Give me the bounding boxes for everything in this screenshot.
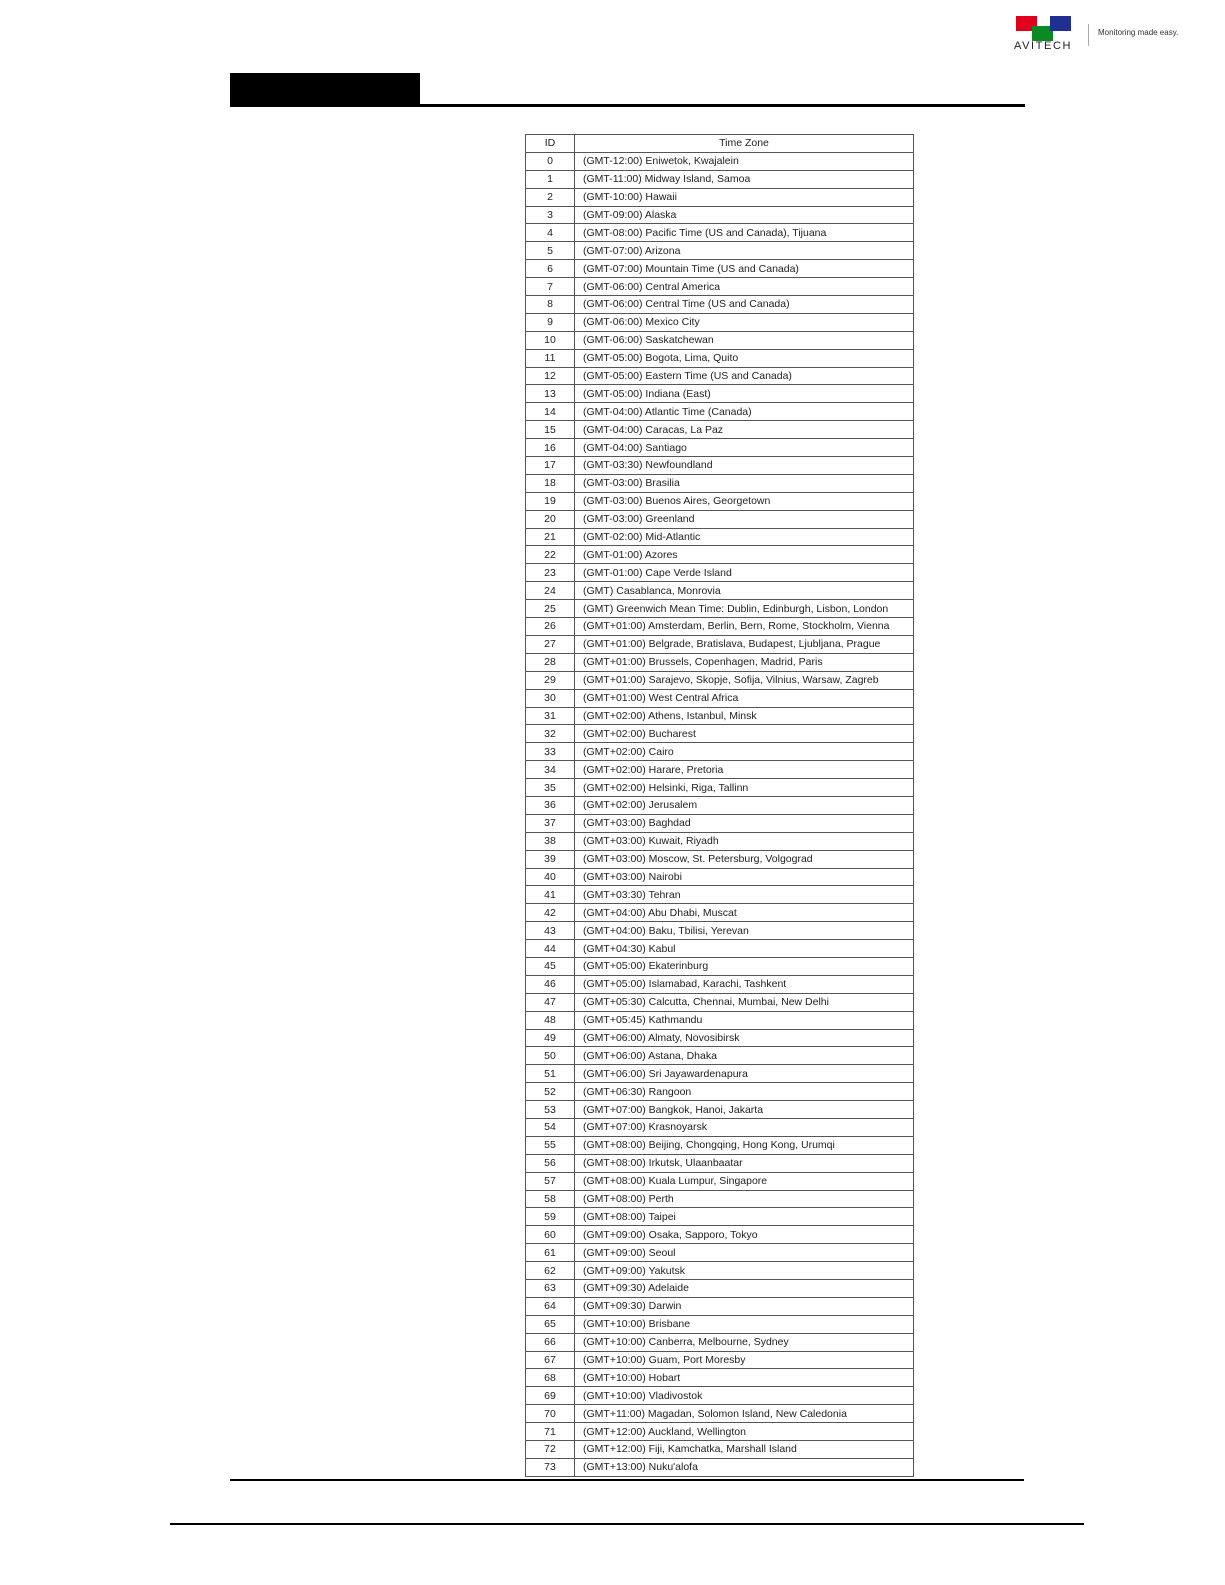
footer-rule-upper [230,1479,1024,1481]
table-row [526,385,914,403]
time-zone-name-cell: (GMT+03:00) Nairobi [575,868,914,886]
time-zone-id-cell: 21 [526,528,575,546]
table-row [526,1387,914,1405]
time-zone-id-cell: 12 [526,367,575,385]
time-zone-id-cell: 9 [526,313,575,331]
time-zone-name-cell: (GMT-08:00) Pacific Time (US and Canada), Tijuana [575,224,914,242]
time-zone-id-cell: 48 [526,1011,575,1029]
time-zone-id-cell: 35 [526,779,575,797]
time-zone-id-cell: 15 [526,421,575,439]
time-zone-name-cell: (GMT-01:00) Cape Verde Island [575,564,914,582]
table-row [526,474,914,492]
table-row [526,1351,914,1369]
table-row [526,278,914,296]
time-zone-id-cell: 64 [526,1297,575,1315]
table-row [526,1029,914,1047]
table-row [526,618,914,636]
table-row [526,1441,914,1459]
time-zone-id-cell: 16 [526,439,575,457]
time-zone-id-cell: 65 [526,1315,575,1333]
time-zone-id-cell: 33 [526,743,575,761]
time-zone-id-cell: 29 [526,671,575,689]
time-zone-name-cell: (GMT-07:00) Arizona [575,242,914,260]
time-zone-name-cell: (GMT+02:00) Athens, Istanbul, Minsk [575,707,914,725]
time-zone-name-cell: (GMT+03:30) Tehran [575,886,914,904]
time-zone-id-cell: 56 [526,1154,575,1172]
time-zone-name-cell: (GMT+06:30) Rangoon [575,1083,914,1101]
time-zone-name-cell: (GMT+02:00) Cairo [575,743,914,761]
time-zone-name-cell: (GMT+08:00) Kuala Lumpur, Singapore [575,1172,914,1190]
time-zone-id-cell: 2 [526,188,575,206]
time-zone-name-cell: (GMT+02:00) Harare, Pretoria [575,761,914,779]
time-zone-id-cell: 34 [526,761,575,779]
time-zone-id-cell: 26 [526,618,575,636]
time-zone-table-body [526,152,914,1476]
time-zone-id-cell: 38 [526,832,575,850]
time-zone-id-cell: 18 [526,474,575,492]
time-zone-name-cell: (GMT+01:00) Brussels, Copenhagen, Madrid, Paris [575,653,914,671]
brand-tagline: Monitoring made easy. [1098,28,1179,37]
table-row [526,832,914,850]
table-row [526,1369,914,1387]
time-zone-name-cell: (GMT+11:00) Magadan, Solomon Island, New Caledonia [575,1405,914,1423]
time-zone-id-cell: 30 [526,689,575,707]
time-zone-id-cell: 52 [526,1083,575,1101]
table-row [526,1297,914,1315]
time-zone-id-cell: 44 [526,940,575,958]
time-zone-name-cell: (GMT+09:30) Darwin [575,1297,914,1315]
time-zone-name-cell: (GMT+09:00) Osaka, Sapporo, Tokyo [575,1226,914,1244]
time-zone-name-cell: (GMT+06:00) Astana, Dhaka [575,1047,914,1065]
time-zone-id-cell: 41 [526,886,575,904]
time-zone-name-cell: (GMT-12:00) Eniwetok, Kwajalein [575,152,914,170]
table-row [526,260,914,278]
logo-divider [1088,24,1089,46]
time-zone-id-cell: 70 [526,1405,575,1423]
table-row [526,671,914,689]
time-zone-id-cell: 71 [526,1423,575,1441]
time-zone-name-cell: (GMT-11:00) Midway Island, Samoa [575,170,914,188]
table-row [526,886,914,904]
time-zone-name-cell: (GMT-03:00) Buenos Aires, Georgetown [575,492,914,510]
time-zone-id-cell: 22 [526,546,575,564]
table-row [526,1011,914,1029]
table-row [526,689,914,707]
time-zone-name-cell: (GMT+10:00) Guam, Port Moresby [575,1351,914,1369]
time-zone-id-cell: 63 [526,1280,575,1298]
time-zone-id-cell: 54 [526,1118,575,1136]
table-row [526,1405,914,1423]
time-zone-id-cell: 11 [526,349,575,367]
time-zone-name-cell: (GMT+12:00) Fiji, Kamchatka, Marshall Island [575,1441,914,1459]
table-row [526,349,914,367]
time-zone-name-cell: (GMT+05:45) Kathmandu [575,1011,914,1029]
time-zone-id-cell: 49 [526,1029,575,1047]
header-rule [230,104,1025,107]
table-row [526,152,914,170]
time-zone-id-cell: 4 [526,224,575,242]
time-zone-name-cell: (GMT+03:00) Kuwait, Riyadh [575,832,914,850]
time-zone-id-cell: 39 [526,850,575,868]
table-row [526,170,914,188]
time-zone-name-cell: (GMT+09:00) Yakutsk [575,1262,914,1280]
time-zone-name-cell: (GMT+01:00) Amsterdam, Berlin, Bern, Rome, Stockholm, Vienna [575,618,914,636]
table-row [526,1083,914,1101]
time-zone-id-cell: 67 [526,1351,575,1369]
avitech-logo [1014,14,1076,54]
table-row [526,743,914,761]
table-row [526,1333,914,1351]
logo-wordmark: AVITECH [1014,40,1073,52]
table-row [526,296,914,314]
table-row [526,635,914,653]
time-zone-id-cell: 3 [526,206,575,224]
time-zone-id-cell: 32 [526,725,575,743]
time-zone-name-cell: (GMT+08:00) Irkutsk, Ulaanbaatar [575,1154,914,1172]
time-zone-name-cell: (GMT+02:00) Jerusalem [575,796,914,814]
time-zone-id-cell: 72 [526,1441,575,1459]
table-row [526,814,914,832]
time-zone-name-cell: (GMT-03:30) Newfoundland [575,457,914,475]
time-zone-name-cell: (GMT-10:00) Hawaii [575,188,914,206]
time-zone-name-cell: (GMT+05:30) Calcutta, Chennai, Mumbai, New Delhi [575,993,914,1011]
table-row [526,1172,914,1190]
table-row [526,331,914,349]
time-zone-name-cell: (GMT-06:00) Mexico City [575,313,914,331]
table-row [526,957,914,975]
time-zone-name-cell: (GMT+04:00) Abu Dhabi, Muscat [575,904,914,922]
time-zone-id-cell: 25 [526,600,575,618]
table-row [526,582,914,600]
time-zone-name-cell: (GMT-06:00) Central Time (US and Canada) [575,296,914,314]
table-row [526,796,914,814]
time-zone-name-cell: (GMT+02:00) Helsinki, Riga, Tallinn [575,779,914,797]
time-zone-name-cell: (GMT+09:30) Adelaide [575,1280,914,1298]
time-zone-name-cell: (GMT-07:00) Mountain Time (US and Canada) [575,260,914,278]
table-row [526,457,914,475]
time-zone-name-cell: (GMT-05:00) Bogota, Lima, Quito [575,349,914,367]
time-zone-name-cell: (GMT+12:00) Auckland, Wellington [575,1423,914,1441]
time-zone-id-cell: 50 [526,1047,575,1065]
time-zone-id-cell: 6 [526,260,575,278]
time-zone-id-cell: 62 [526,1262,575,1280]
time-zone-name-cell: (GMT-03:00) Greenland [575,510,914,528]
time-zone-id-cell: 5 [526,242,575,260]
time-zone-id-cell: 27 [526,635,575,653]
time-zone-id-cell: 14 [526,403,575,421]
table-row [526,868,914,886]
table-row [526,1118,914,1136]
time-zone-id-cell: 20 [526,510,575,528]
table-row [526,1101,914,1119]
time-zone-id-cell: 55 [526,1136,575,1154]
table-row [526,439,914,457]
time-zone-id-cell: 8 [526,296,575,314]
table-row [526,1226,914,1244]
table-row [526,403,914,421]
time-zone-name-cell: (GMT-04:00) Caracas, La Paz [575,421,914,439]
time-zone-id-cell: 57 [526,1172,575,1190]
table-row [526,1244,914,1262]
time-zone-name-cell: (GMT-02:00) Mid-Atlantic [575,528,914,546]
table-row [526,421,914,439]
time-zone-id-cell: 28 [526,653,575,671]
time-zone-table [525,134,914,1477]
time-zone-id-cell: 60 [526,1226,575,1244]
time-zone-name-cell: (GMT+03:00) Moscow, St. Petersburg, Volgograd [575,850,914,868]
time-zone-id-cell: 43 [526,922,575,940]
table-row [526,313,914,331]
time-zone-id-cell: 51 [526,1065,575,1083]
time-zone-id-cell: 42 [526,904,575,922]
table-row [526,707,914,725]
table-row [526,188,914,206]
table-row [526,1262,914,1280]
time-zone-id-cell: 45 [526,957,575,975]
table-row [526,528,914,546]
time-zone-name-cell: (GMT+01:00) Sarajevo, Skopje, Sofija, Vilnius, Warsaw, Zagreb [575,671,914,689]
time-zone-name-cell: (GMT+10:00) Hobart [575,1369,914,1387]
table-row [526,546,914,564]
table-row [526,242,914,260]
table-row [526,1315,914,1333]
time-zone-column-header: Time Zone [575,135,914,153]
time-zone-name-cell: (GMT+08:00) Perth [575,1190,914,1208]
time-zone-name-cell: (GMT+08:00) Taipei [575,1208,914,1226]
table-row [526,653,914,671]
time-zone-id-cell: 19 [526,492,575,510]
section-tab-block [230,73,420,106]
table-row [526,850,914,868]
time-zone-id-cell: 66 [526,1333,575,1351]
table-row [526,940,914,958]
time-zone-name-cell: (GMT+01:00) Belgrade, Bratislava, Budapest, Ljubljana, Prague [575,635,914,653]
time-zone-id-cell: 7 [526,278,575,296]
table-row [526,1065,914,1083]
time-zone-name-cell: (GMT) Greenwich Mean Time: Dublin, Edinburgh, Lisbon, London [575,600,914,618]
table-row [526,1190,914,1208]
time-zone-id-cell: 23 [526,564,575,582]
time-zone-name-cell: (GMT+03:00) Baghdad [575,814,914,832]
time-zone-id-cell: 68 [526,1369,575,1387]
time-zone-name-cell: (GMT) Casablanca, Monrovia [575,582,914,600]
time-zone-name-cell: (GMT+13:00) Nuku'alofa [575,1458,914,1476]
time-zone-name-cell: (GMT+01:00) West Central Africa [575,689,914,707]
time-zone-name-cell: (GMT+10:00) Brisbane [575,1315,914,1333]
time-zone-id-cell: 69 [526,1387,575,1405]
logo-blue-square [1050,16,1071,31]
time-zone-name-cell: (GMT+07:00) Krasnoyarsk [575,1118,914,1136]
time-zone-id-cell: 36 [526,796,575,814]
table-row [526,1458,914,1476]
id-column-header: ID [526,135,575,153]
time-zone-id-cell: 17 [526,457,575,475]
time-zone-name-cell: (GMT-01:00) Azores [575,546,914,564]
table-row [526,1154,914,1172]
time-zone-name-cell: (GMT+04:00) Baku, Tbilisi, Yerevan [575,922,914,940]
table-row [526,975,914,993]
table-row [526,600,914,618]
footer-rule-lower [170,1523,1084,1525]
table-row [526,367,914,385]
table-row [526,510,914,528]
time-zone-name-cell: (GMT+05:00) Islamabad, Karachi, Tashkent [575,975,914,993]
table-row [526,206,914,224]
time-zone-name-cell: (GMT+04:30) Kabul [575,940,914,958]
table-row [526,922,914,940]
time-zone-id-cell: 10 [526,331,575,349]
time-zone-id-cell: 1 [526,170,575,188]
time-zone-id-cell: 31 [526,707,575,725]
time-zone-id-cell: 58 [526,1190,575,1208]
time-zone-name-cell: (GMT-04:00) Atlantic Time (Canada) [575,403,914,421]
table-row [526,224,914,242]
table-row [526,492,914,510]
time-zone-name-cell: (GMT+02:00) Bucharest [575,725,914,743]
table-row [526,1136,914,1154]
table-row [526,761,914,779]
time-zone-name-cell: (GMT-03:00) Brasilia [575,474,914,492]
time-zone-name-cell: (GMT+07:00) Bangkok, Hanoi, Jakarta [575,1101,914,1119]
time-zone-id-cell: 61 [526,1244,575,1262]
table-row [526,1423,914,1441]
table-row [526,993,914,1011]
time-zone-id-cell: 37 [526,814,575,832]
table-row [526,1047,914,1065]
time-zone-id-cell: 0 [526,152,575,170]
time-zone-name-cell: (GMT+06:00) Sri Jayawardenapura [575,1065,914,1083]
time-zone-name-cell: (GMT-04:00) Santiago [575,439,914,457]
time-zone-name-cell: (GMT-05:00) Indiana (East) [575,385,914,403]
time-zone-name-cell: (GMT-06:00) Central America [575,278,914,296]
time-zone-name-cell: (GMT+10:00) Canberra, Melbourne, Sydney [575,1333,914,1351]
time-zone-id-cell: 73 [526,1458,575,1476]
time-zone-id-cell: 59 [526,1208,575,1226]
time-zone-id-cell: 40 [526,868,575,886]
table-row [526,725,914,743]
time-zone-name-cell: (GMT+06:00) Almaty, Novosibirsk [575,1029,914,1047]
table-row [526,1208,914,1226]
table-row [526,564,914,582]
time-zone-name-cell: (GMT+09:00) Seoul [575,1244,914,1262]
time-zone-name-cell: (GMT-06:00) Saskatchewan [575,331,914,349]
table-row [526,904,914,922]
time-zone-name-cell: (GMT-09:00) Alaska [575,206,914,224]
time-zone-id-cell: 47 [526,993,575,1011]
table-row [526,1280,914,1298]
table-header-row [526,135,914,153]
time-zone-id-cell: 24 [526,582,575,600]
time-zone-name-cell: (GMT+08:00) Beijing, Chongqing, Hong Kong, Urumqi [575,1136,914,1154]
time-zone-id-cell: 53 [526,1101,575,1119]
time-zone-name-cell: (GMT-05:00) Eastern Time (US and Canada) [575,367,914,385]
time-zone-id-cell: 46 [526,975,575,993]
time-zone-name-cell: (GMT+10:00) Vladivostok [575,1387,914,1405]
time-zone-name-cell: (GMT+05:00) Ekaterinburg [575,957,914,975]
time-zone-id-cell: 13 [526,385,575,403]
table-row [526,779,914,797]
